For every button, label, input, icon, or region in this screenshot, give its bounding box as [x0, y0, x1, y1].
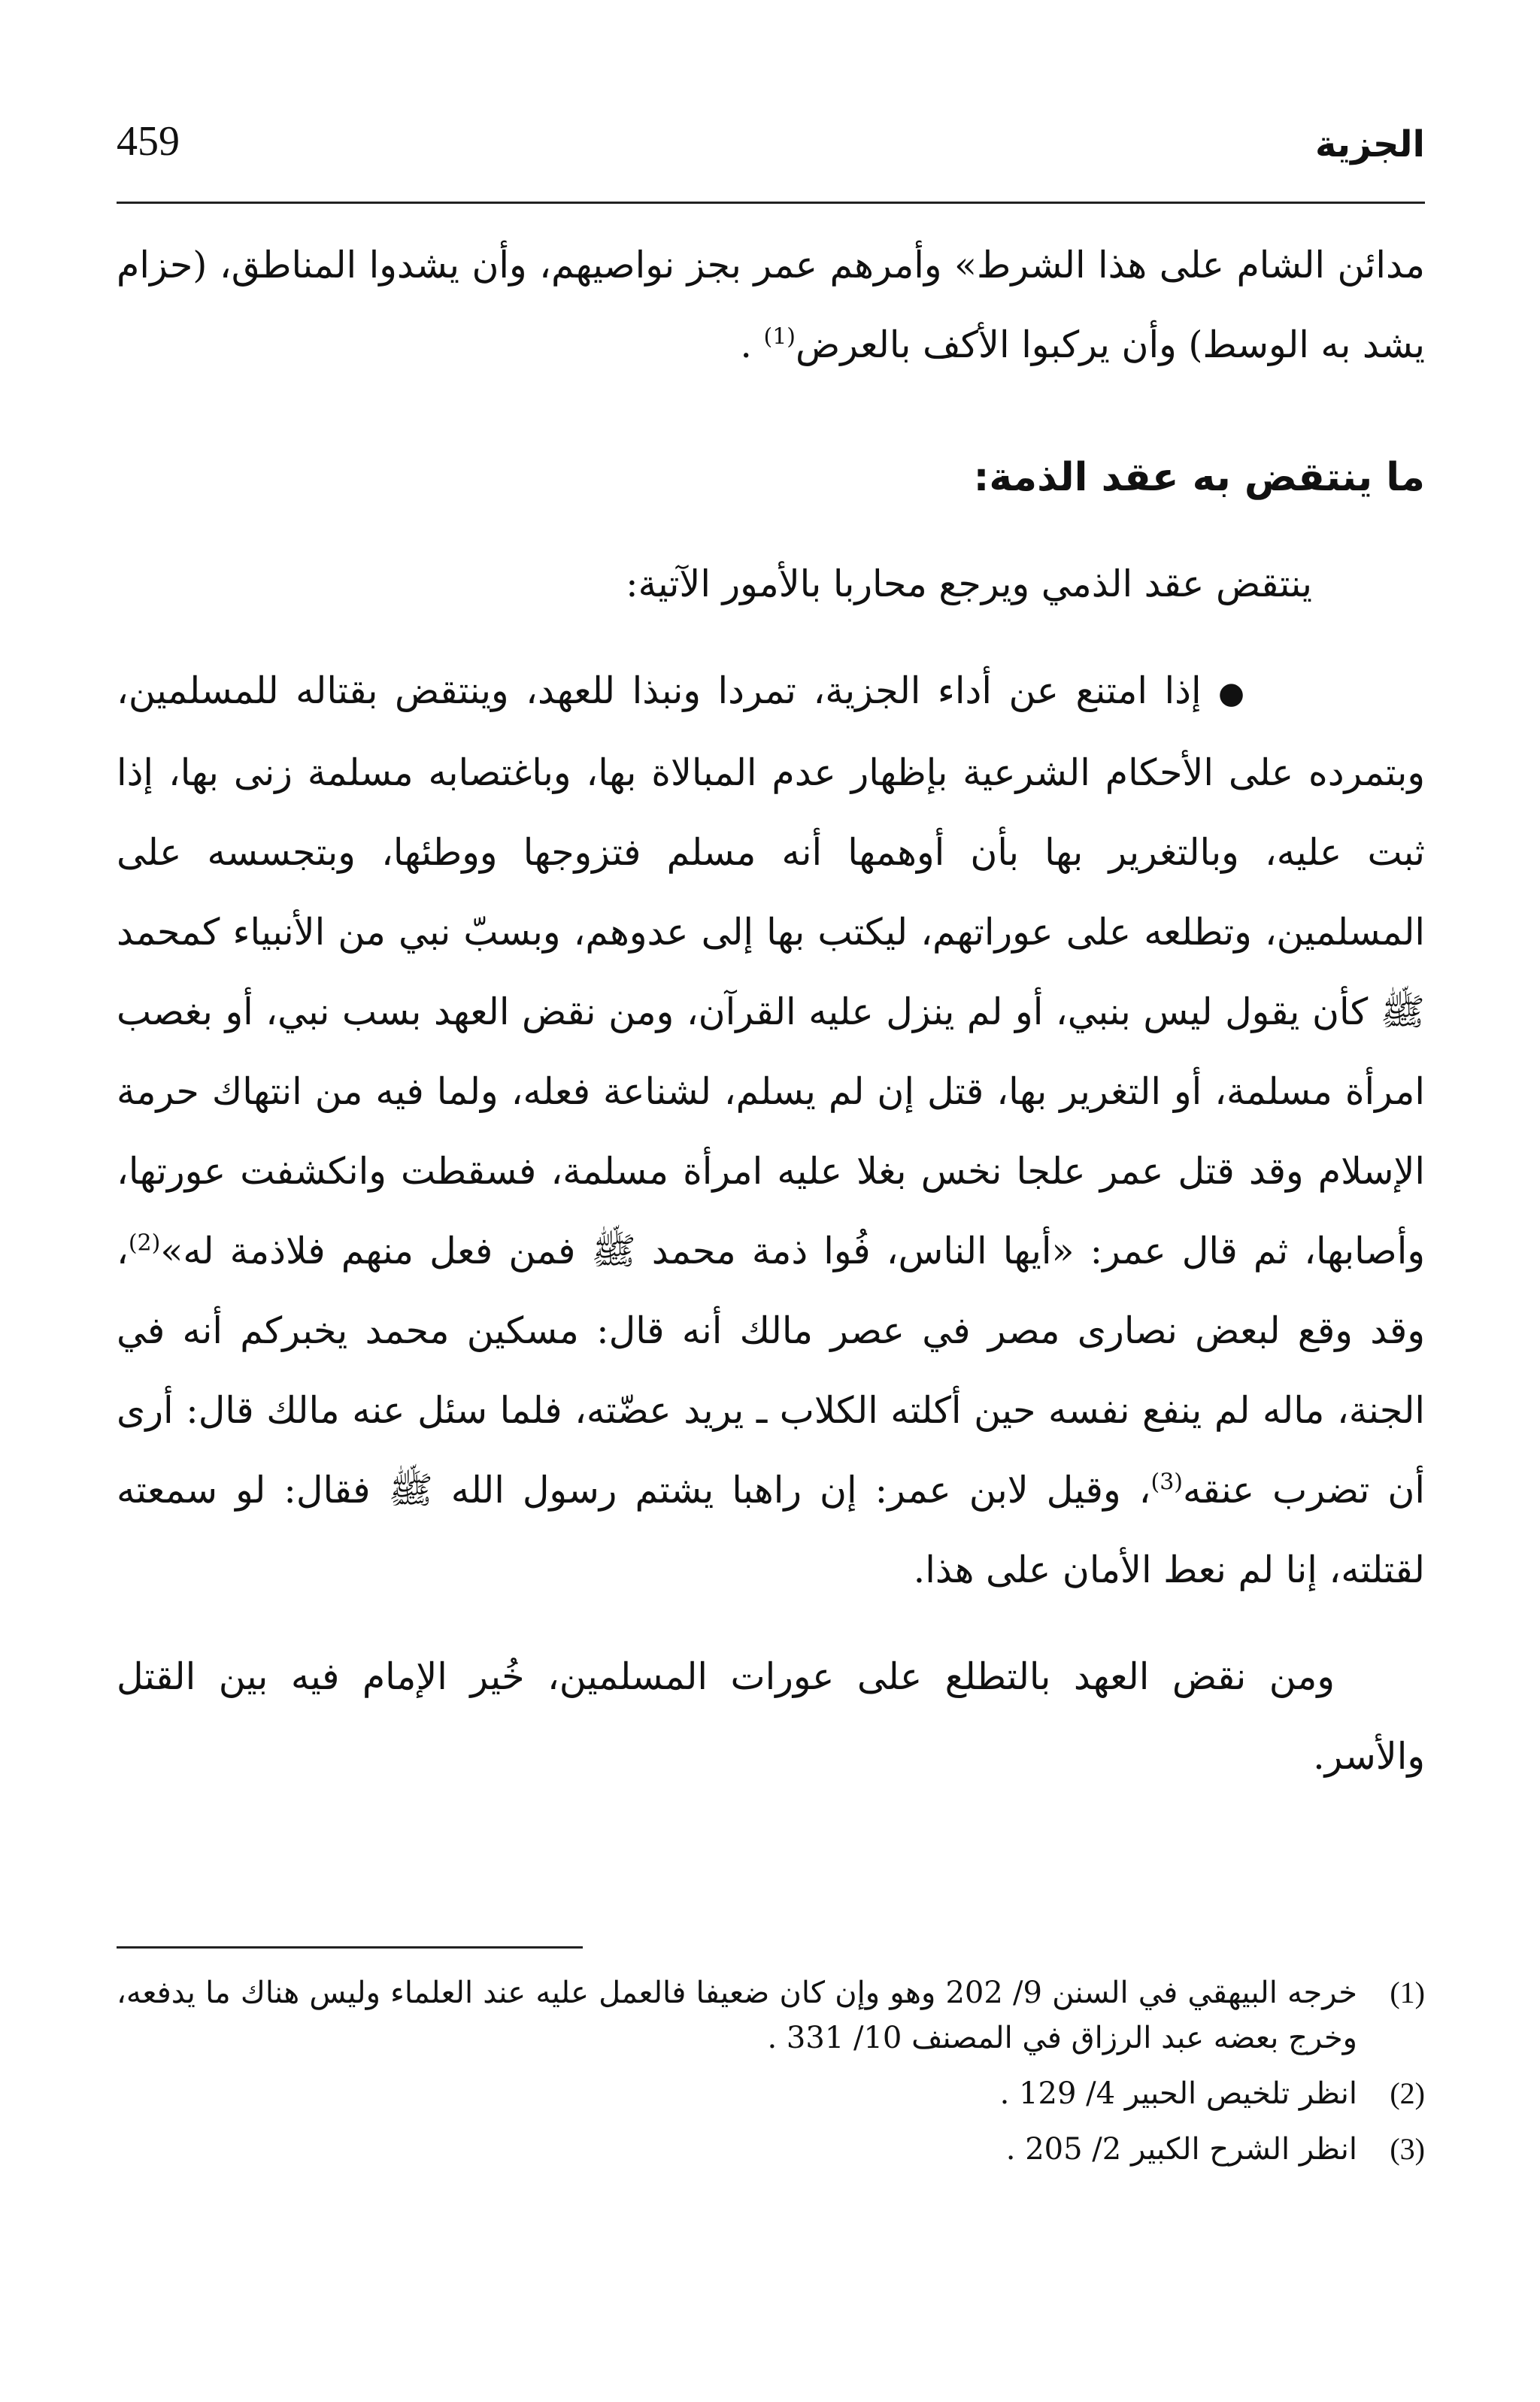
footnote-number: (2): [1390, 2076, 1425, 2110]
bullet-text-part-2: ، وقد وقع لبعض نصارى مصر في عصر مالك أنه قال: مسكين محمد يخبركم أنه في الجنة، ماله لم ينفع نفسه حين أكلته الكلاب ـ يريد عضّته، فلما سئل عنه مالك قال: أرى أن تضرب عنقه: [117, 1230, 1425, 1512]
intro-paragraph: ينتقض عقد الذمي ويرجع محاربا بالأمور الآتية:: [626, 563, 1312, 605]
bullet-icon: ●: [1218, 676, 1244, 711]
footnote-text: انظر تلخيص الحبير 4/ 129 .: [999, 2076, 1357, 2111]
page-number: 459: [117, 118, 180, 165]
opening-paragraph-end: .: [740, 323, 764, 366]
footnote-rule: [117, 1946, 583, 1949]
footnote-text: خرجه البيهقي في السنن 9/ 202 وهو وإن كان ضعيفا فالعمل عليه عند العلماء وليس هناك ما يدفعه، وخرج بعضه عبد الرزاق في المصنف 10/ 331 .: [117, 1976, 1357, 2055]
closing-paragraph: ومن نقض العهد بالتطلع على عورات المسلمين، خُير الإمام فيه بين القتل والأسر.: [117, 1655, 1425, 1778]
footnote-text: انظر الشرح الكبير 2/ 205 .: [1005, 2132, 1357, 2167]
footnotes: [117, 1970, 1425, 2182]
opening-paragraph: [117, 226, 1425, 385]
footnote-ref-3: (3): [1150, 1469, 1183, 1496]
footnote-1: [117, 1970, 1425, 2061]
book-page: [117, 0, 1425, 2402]
opening-paragraph-text: مدائن الشام على هذا الشرط» وأمرهم عمر بجز نواصيهم، وأن يشدوا المناطق، (حزام يشد به الوسط) وأن يركبوا الأكف بالعرض: [117, 244, 1425, 366]
main-text: [117, 226, 1425, 1797]
header-rule: [117, 202, 1425, 204]
footnote-number: (1): [1390, 1976, 1425, 2009]
page-header: [117, 113, 1425, 180]
footnote-ref-1: (1): [763, 323, 796, 350]
running-title: الجزية: [1314, 123, 1425, 165]
footnote-2: [117, 2071, 1425, 2116]
bullet-text-part-1: إذا امتنع عن أداء الجزية، تمردا ونبذا للعهد، وينتقض بقتاله للمسلمين، وبتمرده على الأحكام الشرعية بإظهار عدم المبالاة بها، وباغتصابه مسلمة زنى بها، إذا ثبت عليه، وبالتغرير بها بأن أوهمها أنه مسلم فتزوجها ووطئها، وبتجسسه على المسلمين، وتطلعه على عوراتهم، ليكتب بها إلى عدوهم، وبسبّ نبي من الأنبياء كمحمد ﷺ كأن يقول ليس بنبي، أو لم ينزل عليه القرآن، ومن نقض العهد بسب نبي، أو بغصب امرأة مسلمة، أو التغرير بها، قتل إن لم يسلم، لشناعة فعله، ولما فيه من انتهاك حرمة الإسلام وقد قتل عمر علجا نخس بغلا عليه امرأة مسلمة، فسقطت وانكشفت عورتها، وأصابها، ثم قال عمر: «أيها الناس، فُوا ذمة محمد ﷺ فمن فعل منهم فلاذمة له»: [117, 669, 1425, 1272]
footnote-number: (3): [1390, 2132, 1425, 2166]
bullet-paragraph: [117, 651, 1425, 1610]
footnote-3: [117, 2127, 1425, 2172]
section-heading: ما ينتقض به عقد الذمة:: [973, 455, 1425, 500]
footnote-ref-2: (2): [128, 1230, 161, 1257]
bullet-text-part-3: ، وقيل لابن عمر: إن راهبا يشتم رسول الله ﷺ فقال: لو سمعته لقتلته، إنا لم نعط الأمان على هذا.: [117, 1469, 1425, 1591]
